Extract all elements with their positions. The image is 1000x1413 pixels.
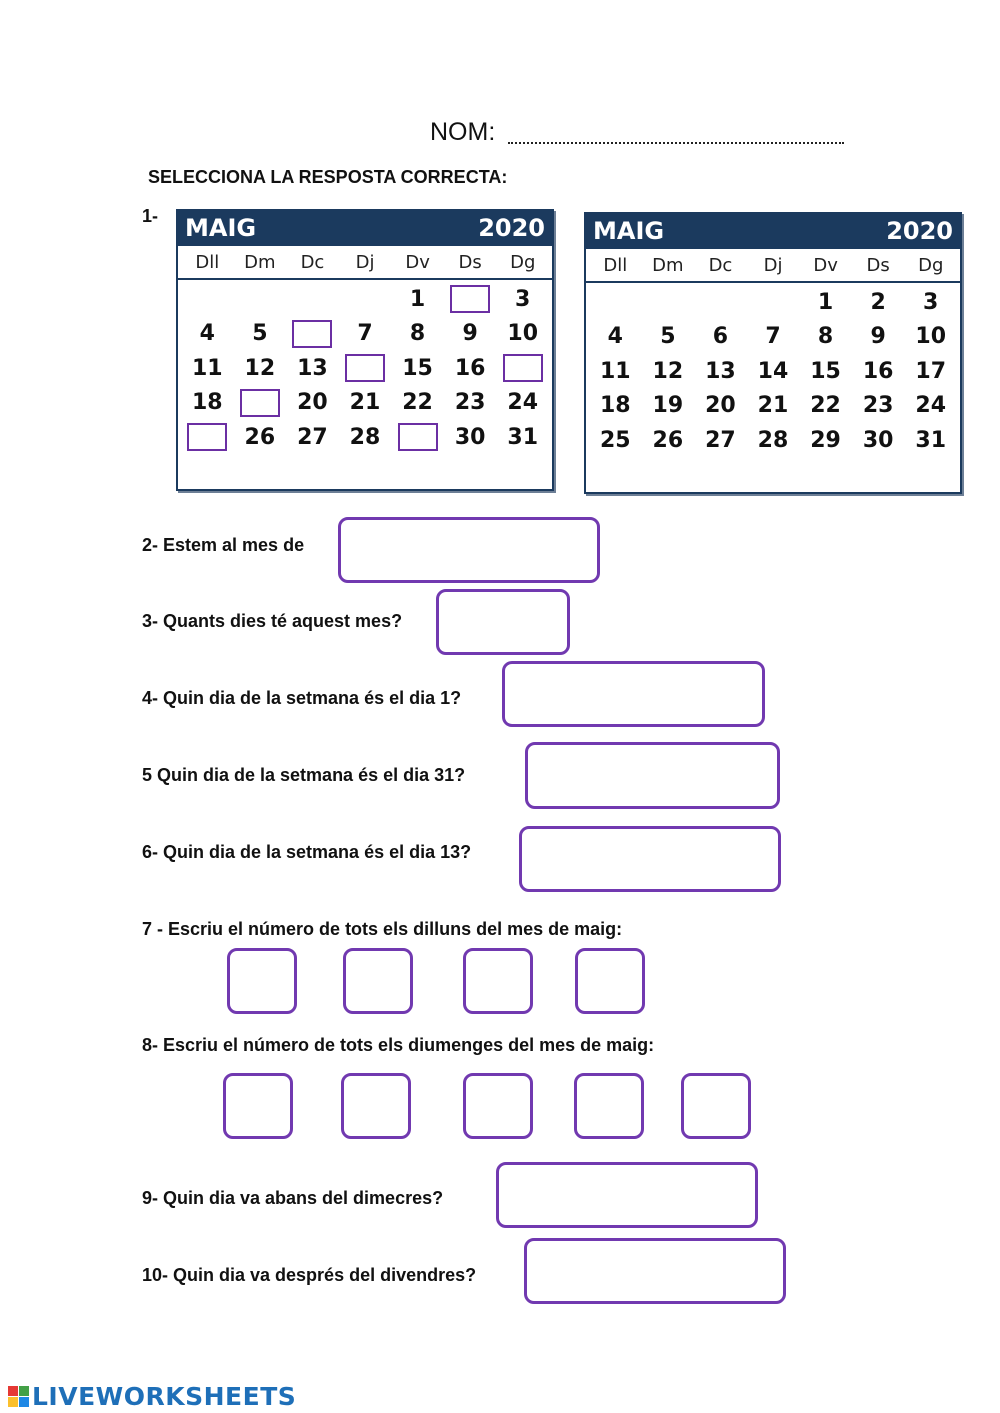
calendar-day: 4: [607, 324, 623, 350]
calendar-day: 25: [599, 427, 631, 453]
calendar-day: 28: [349, 424, 381, 450]
calendar-day: 12: [244, 355, 276, 381]
calendar-month: MAIG: [185, 214, 257, 242]
calendar-day: 5: [252, 321, 268, 347]
calendar-day: 3: [923, 289, 939, 315]
question-8: 8- Escriu el número de tots els diumenges del mes de maig:: [142, 1035, 655, 1055]
answer-box-q7-2[interactable]: [343, 948, 413, 1014]
answer-box-q8-1[interactable]: [223, 1073, 293, 1139]
answer-slot[interactable]: [240, 389, 280, 417]
weekday-label: Dc: [708, 255, 733, 276]
weekday-label: Dm: [244, 252, 276, 273]
calendar-weekdays: [586, 249, 960, 283]
answer-box-q7-3[interactable]: [463, 948, 533, 1014]
weekday-label: Dv: [405, 252, 430, 273]
calendar-day: 20: [297, 390, 328, 416]
question-9: 9- Quin dia va abans del dimecres?: [142, 1188, 444, 1208]
calendar-month: MAIG: [593, 217, 665, 245]
calendar-day: 24: [915, 393, 947, 419]
question-7: 7 - Escriu el número de tots els dilluns del mes de maig:: [142, 919, 623, 939]
calendar-day: 22: [810, 393, 841, 419]
calendar-blank-cell[interactable]: [391, 420, 444, 455]
weekday-label: Dv: [813, 255, 838, 276]
question-1-number: 1-: [142, 206, 159, 226]
calendar-day: 20: [705, 393, 736, 419]
calendar-day: 9: [462, 321, 478, 347]
calendar-day: 7: [765, 324, 781, 350]
calendar-day: 15: [810, 358, 841, 384]
calendar-day: 24: [507, 390, 539, 416]
calendar-day: 31: [915, 427, 947, 453]
calendar-day: 30: [862, 427, 894, 453]
calendar-empty-cell: [234, 282, 287, 317]
calendar-blank-cell[interactable]: [286, 317, 339, 352]
liveworksheets-logo: [8, 1382, 296, 1411]
answer-box-q8-2[interactable]: [341, 1073, 411, 1139]
calendar-exercise: [176, 209, 554, 491]
weekday-label: Dg: [918, 255, 944, 276]
calendar-day: 12: [652, 358, 684, 384]
calendar-blank-cell[interactable]: [339, 351, 392, 386]
question-2: 2- Estem al mes de: [142, 535, 305, 555]
calendar-day: 26: [244, 424, 276, 450]
weekday-label: Dj: [355, 252, 375, 273]
name-label: NOM:: [430, 118, 496, 146]
calendar-day: 7: [357, 321, 373, 347]
calendar-blank-cell[interactable]: [181, 420, 234, 455]
calendar-day: 5: [660, 324, 676, 350]
calendar-empty-cell: [694, 285, 747, 320]
calendar-year: 2020: [478, 214, 545, 242]
answer-slot[interactable]: [292, 320, 332, 348]
logo-blocks-icon: [8, 1386, 29, 1407]
calendar-reference: [584, 212, 962, 494]
calendar-weekdays: [178, 246, 552, 280]
calendar-grid: [181, 282, 549, 455]
calendar-day: 13: [705, 358, 736, 384]
answer-box-q2[interactable]: [338, 517, 600, 583]
answer-slot[interactable]: [345, 354, 385, 382]
calendar-day: 17: [915, 358, 947, 384]
calendar-day: 11: [599, 358, 631, 384]
calendar-day: 18: [191, 390, 223, 416]
calendar-day: 26: [652, 427, 684, 453]
calendar-day: 16: [454, 355, 486, 381]
calendar-header: [586, 214, 960, 249]
answer-box-q8-4[interactable]: [574, 1073, 644, 1139]
calendar-day: 2: [870, 289, 886, 315]
calendar-day: 4: [199, 321, 215, 347]
calendar-day: 1: [817, 289, 834, 315]
calendar-day: 11: [191, 355, 223, 381]
calendar-day: 22: [402, 390, 433, 416]
answer-box-q3[interactable]: [436, 589, 570, 655]
weekday-label: Dj: [763, 255, 783, 276]
calendar-day: 15: [402, 355, 433, 381]
calendar-empty-cell: [747, 285, 800, 320]
logo-text: LIVEWORKSHEETS: [32, 1382, 297, 1411]
calendar-day: 31: [507, 424, 539, 450]
answer-slot[interactable]: [503, 354, 543, 382]
calendar-empty-cell: [339, 282, 392, 317]
weekday-label: Dll: [603, 255, 628, 276]
answer-box-q4[interactable]: [502, 661, 765, 727]
calendar-header: [178, 211, 552, 246]
calendar-day: 28: [757, 427, 789, 453]
calendar-day: 18: [599, 393, 631, 419]
calendar-blank-cell[interactable]: [234, 386, 287, 421]
calendar-day: 8: [409, 321, 426, 347]
calendar-day: 21: [349, 390, 381, 416]
calendar-blank-cell[interactable]: [496, 351, 549, 386]
answer-box-q7-4[interactable]: [575, 948, 645, 1014]
answer-box-q9[interactable]: [496, 1162, 758, 1228]
calendar-day: 27: [705, 427, 736, 453]
question-6: 6- Quin dia de la setmana és el dia 13?: [142, 842, 472, 862]
calendar-day: 16: [862, 358, 894, 384]
calendar-day: 23: [862, 393, 894, 419]
calendar-day: 10: [915, 324, 947, 350]
calendar-empty-cell: [181, 282, 234, 317]
calendar-empty-cell: [642, 285, 695, 320]
calendar-empty-cell: [286, 282, 339, 317]
answer-slot[interactable]: [398, 423, 438, 451]
weekday-label: Dll: [195, 252, 220, 273]
answer-box-q8-3[interactable]: [463, 1073, 533, 1139]
calendar-year: 2020: [886, 217, 953, 245]
calendar-day: 10: [507, 321, 539, 347]
answer-box-q8-5[interactable]: [681, 1073, 751, 1139]
question-3: 3- Quants dies té aquest mes?: [142, 611, 403, 631]
calendar-blank-cell[interactable]: [444, 282, 497, 317]
calendar-day: 14: [757, 358, 789, 384]
weekday-label: Dm: [652, 255, 684, 276]
calendar-day: 29: [810, 427, 841, 453]
question-4: 4- Quin dia de la setmana és el dia 1?: [142, 688, 462, 708]
weekday-label: Dg: [510, 252, 536, 273]
calendar-day: 1: [409, 286, 426, 312]
calendar-day: 8: [817, 324, 834, 350]
answer-box-q5[interactable]: [525, 742, 780, 809]
weekday-label: Ds: [458, 252, 482, 273]
answer-slot[interactable]: [450, 285, 490, 313]
answer-box-q7-1[interactable]: [227, 948, 297, 1014]
calendar-day: 23: [454, 390, 486, 416]
calendar-day: 21: [757, 393, 789, 419]
calendar-empty-cell: [589, 285, 642, 320]
calendar-day: 6: [712, 324, 729, 350]
calendar-grid: [589, 285, 957, 458]
calendar-day: 19: [652, 393, 684, 419]
weekday-label: Dc: [300, 252, 325, 273]
calendar-day: 30: [454, 424, 486, 450]
answer-box-q10[interactable]: [524, 1238, 786, 1304]
calendar-day: 3: [515, 286, 531, 312]
calendar-day: 9: [870, 324, 886, 350]
question-5: 5 Quin dia de la setmana és el dia 31?: [142, 765, 466, 785]
calendar-day: 27: [297, 424, 328, 450]
calendar-day: 13: [297, 355, 328, 381]
weekday-label: Ds: [866, 255, 890, 276]
name-input-line[interactable]: [508, 126, 844, 144]
instruction-heading: SELECCIONA LA RESPOSTA CORRECTA:: [148, 167, 508, 187]
answer-box-q6[interactable]: [519, 826, 781, 892]
answer-slot[interactable]: [187, 423, 227, 451]
question-10: 10- Quin dia va després del divendres?: [142, 1265, 477, 1285]
